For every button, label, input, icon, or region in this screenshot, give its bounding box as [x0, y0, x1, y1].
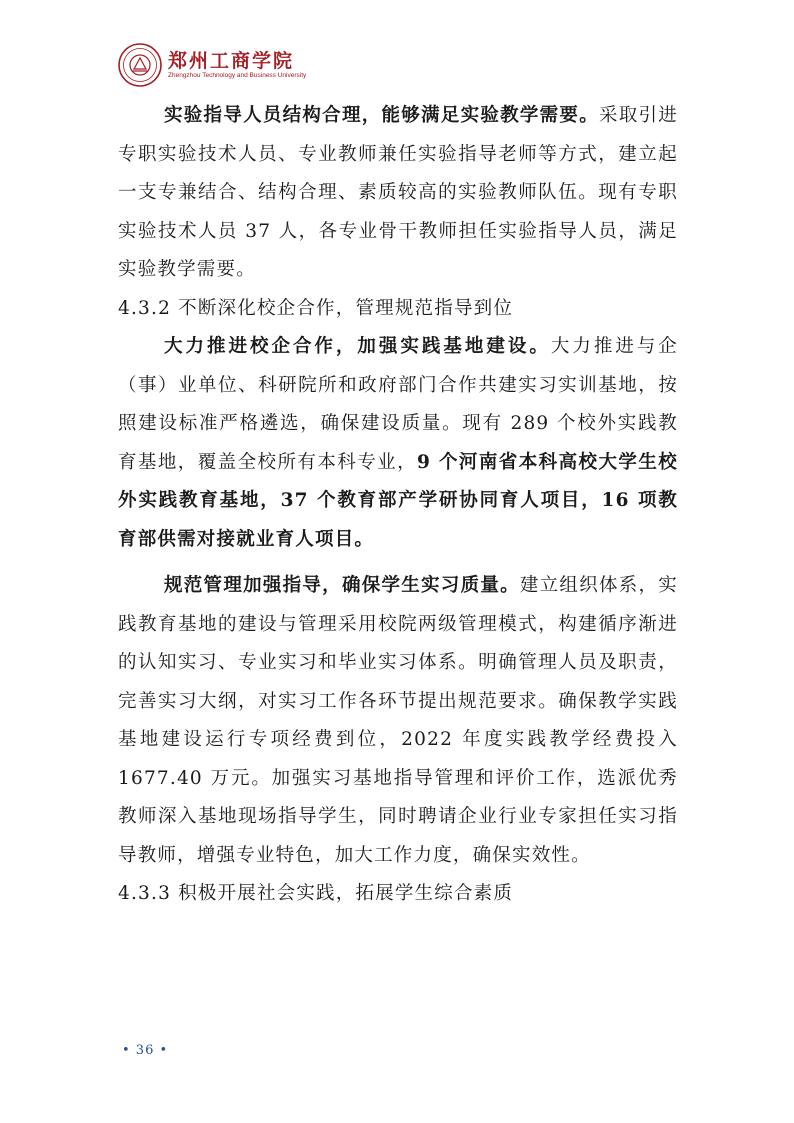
paragraph-highlight: 9 个河南省本科高校大学生校外实践教育基地，37 个教育部产学研协同育人项目，16 项教育部供需对接就业育人项目。 — [118, 451, 678, 550]
school-name-en: Zhengzhou Technology and Business University — [168, 72, 307, 79]
paragraph-lead: 实验指导人员结构合理，能够满足实验教学需要。 — [164, 105, 599, 126]
document-body — [118, 97, 678, 914]
paragraph-lead: 规范管理加强指导，确保学生实习质量。 — [164, 575, 520, 596]
paragraph-practice-base — [118, 328, 678, 559]
paragraph-lead: 大力推进校企合作，加强实践基地建设。 — [164, 336, 551, 357]
paragraph-lab-staff — [118, 97, 678, 290]
school-name — [168, 50, 306, 80]
paragraph-text: 大力推进与企（事）业单位、科研院所和政府部门合作共建实习实训基地，按照建设标准严格遴选，确保建设质量。现有 289 个校外实践教育基地，覆盖全校所有本科专业， — [118, 336, 678, 473]
section-heading-4-3-2: 4.3.2 不断深化校企合作，管理规范指导到位 — [118, 297, 514, 319]
paragraph-internship-management — [118, 567, 678, 875]
page-header — [118, 40, 306, 90]
school-name-cn: 郑州工商学院 — [168, 50, 295, 72]
paragraph-text: 采取引进专职实验技术人员、专业教师兼任实验指导老师等方式，建立起一支专兼结合、结构合理、素质较高的实验教师队伍。现有专职实验技术人员 37 人，各专业骨干教师担任实验指导人员，满足实验教学需要。 — [118, 105, 678, 280]
page-number: • 36 • — [122, 1043, 169, 1058]
section-heading-4-3-3: 4.3.3 积极开展社会实践，拓展学生综合素质 — [118, 883, 514, 904]
paragraph-text: 建立组织体系，实践教育基地的建设与管理采用校院两级管理模式，构建循序渐进的认知实习、专业实习和毕业实习体系。明确管理人员及职责，完善实习大纲，对实习工作各环节提出规范要求。确保教学实践基地建设运行专项经费到位，2022 年度实践教学经费投入 1677.40 万元。加强实习基地指导管理和评价工作，选派优秀教师深入基地现场指导学生，同时聘请企业行业专家担任实习指导教师，增强专业特色，加大工作力度，确保实效性。 — [118, 575, 678, 866]
school-seal-logo — [118, 43, 162, 87]
